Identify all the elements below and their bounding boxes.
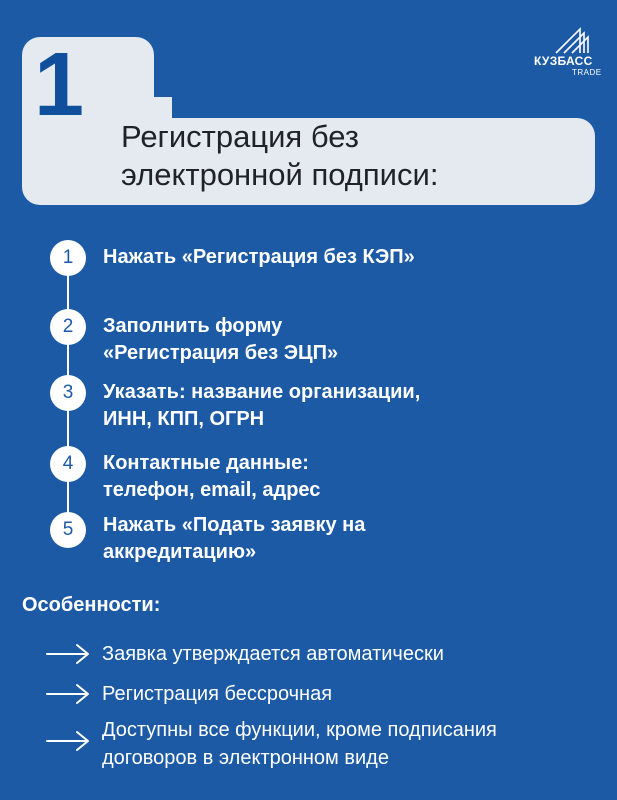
step-line: Указать: название организации,: [103, 381, 421, 403]
arrow-right-icon: [45, 643, 91, 665]
step-number-circle: 5: [50, 512, 86, 548]
step-text: [103, 512, 523, 566]
step-line: Нажать «Регистрация без КЭП»: [103, 246, 415, 268]
step-number-circle: 3: [50, 375, 86, 411]
step-line: Контактные данные:: [103, 452, 309, 474]
section-number: 1: [34, 35, 85, 135]
brand-name: КУЗБАСС: [534, 54, 593, 68]
feature-line: Доступны все функции, кроме подписания: [102, 719, 497, 741]
arrow-right-icon: [45, 730, 91, 752]
title-line-1: Регистрация без: [121, 119, 360, 154]
feature-text: [102, 640, 612, 668]
feature-line: Регистрация бессрочная: [102, 683, 333, 705]
feature-line: договоров в электронном виде: [102, 747, 389, 769]
step-text: [103, 379, 523, 433]
arrow-right-icon: [45, 683, 91, 705]
feature-line: Заявка утверждается автоматически: [102, 643, 444, 665]
title-line-2: электронной подписи:: [121, 157, 439, 192]
step-line: ИНН, КПП, ОГРН: [103, 408, 265, 430]
step-text: [103, 313, 523, 367]
step-number-circle: 4: [50, 446, 86, 482]
page-title: [121, 118, 438, 194]
brand-sub: TRADE: [572, 68, 602, 77]
step-line: Заполнить форму: [103, 315, 283, 337]
step-line: Нажать «Подать заявку на: [103, 514, 366, 536]
features-heading: Особенности:: [22, 594, 161, 616]
step-line: «Регистрация без ЭЦП»: [103, 342, 339, 364]
step-line: телефон, email, адрес: [103, 479, 321, 501]
feature-text: [102, 680, 612, 708]
step-line: аккредитацию»: [103, 541, 257, 563]
step-number-circle: 1: [50, 240, 86, 276]
feature-text: [102, 716, 612, 772]
step-number-circle: 2: [50, 309, 86, 345]
step-text: [103, 450, 523, 504]
step-text: [103, 244, 523, 271]
